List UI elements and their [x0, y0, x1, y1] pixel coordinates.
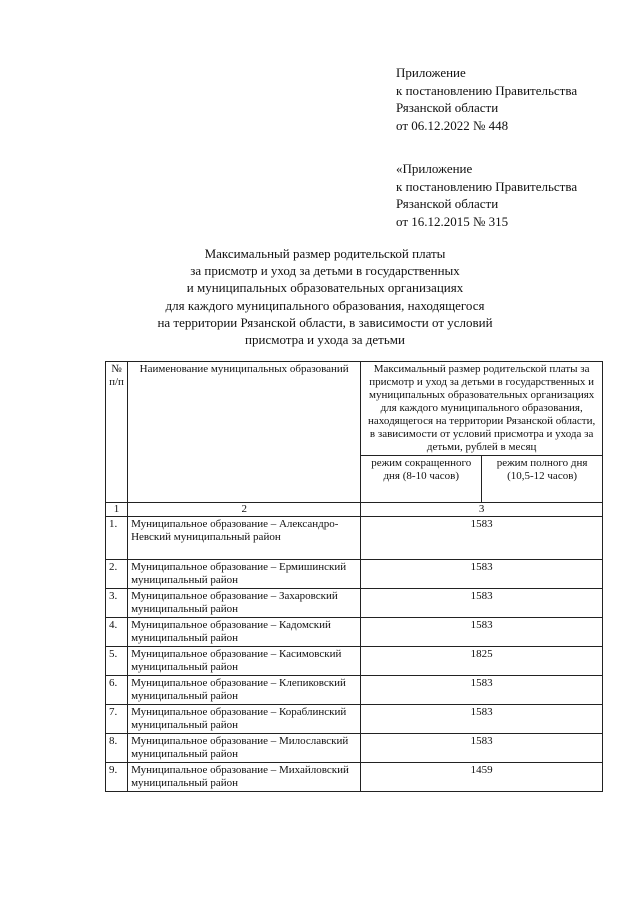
- table-row: [106, 618, 603, 647]
- table-row: [106, 560, 603, 589]
- fee-value: 1583: [361, 734, 603, 763]
- row-number: 8.: [106, 734, 128, 763]
- appendix-resolution-ref: к постановлению Правительства: [396, 82, 578, 98]
- table-row: [106, 589, 603, 618]
- table-row: [106, 763, 603, 792]
- header-municipality: Наименование муниципальных образований: [128, 362, 361, 503]
- title-line: Максимальный размер родительской платы: [204, 246, 446, 261]
- fee-value: 1583: [361, 560, 603, 589]
- title-line: на территории Рязанской области, в зависимости от условий: [157, 314, 493, 330]
- municipality-name: Муниципальное образование – Александро-Невский муниципальный район: [128, 517, 361, 560]
- header-number: № п/п: [106, 362, 128, 503]
- municipality-name: Муниципальное образование – Захаровский муниципальный район: [128, 589, 361, 618]
- title-line: для каждого муниципального образования, находящегося: [165, 297, 485, 313]
- municipality-name: Муниципальное образование – Клепиковский муниципальный район: [128, 676, 361, 705]
- appendix-region: Рязанской области: [396, 100, 499, 115]
- appendix-resolution-ref: к постановлению Правительства: [396, 178, 578, 194]
- row-number: 7.: [106, 705, 128, 734]
- column-index: 3: [361, 503, 603, 517]
- municipality-name: Муниципальное образование – Ермишинский муниципальный район: [128, 560, 361, 589]
- row-number: 3.: [106, 589, 128, 618]
- column-index: 2: [128, 503, 361, 517]
- fee-table: [105, 361, 603, 792]
- appendix-region: Рязанской области: [396, 196, 499, 211]
- table-row: [106, 734, 603, 763]
- title-line: присмотра и ухода за детьми: [245, 332, 405, 348]
- fee-value: 1825: [361, 647, 603, 676]
- appendix-date-number: от 06.12.2022 № 448: [396, 117, 509, 133]
- appendix-header-current: [396, 64, 577, 134]
- row-number: 9.: [106, 763, 128, 792]
- title-line: за присмотр и уход за детьми в государственных: [190, 263, 460, 279]
- municipality-name: Муниципальное образование – Кадомский муниципальный район: [128, 618, 361, 647]
- fee-value: 1459: [361, 763, 603, 792]
- appendix-label: Приложение: [396, 65, 466, 80]
- table-row: [106, 517, 603, 560]
- row-number: 2.: [106, 560, 128, 589]
- fee-value: 1583: [361, 517, 603, 560]
- row-number: 6.: [106, 676, 128, 705]
- municipality-name: Муниципальное образование – Касимовский муниципальный район: [128, 647, 361, 676]
- table-row: [106, 676, 603, 705]
- appendix-date-number: от 16.12.2015 № 315: [396, 213, 509, 229]
- municipality-name: Муниципальное образование – Михайловский муниципальный район: [128, 763, 361, 792]
- municipality-name: Муниципальное образование – Кораблинский муниципальный район: [128, 705, 361, 734]
- row-number: 4.: [106, 618, 128, 647]
- header-short-day: режим сокращенного дня (8-10 часов): [361, 456, 482, 503]
- table-row: [106, 705, 603, 734]
- fee-value: 1583: [361, 589, 603, 618]
- row-number: 5.: [106, 647, 128, 676]
- fee-value: 1583: [361, 705, 603, 734]
- header-max-fee: Максимальный размер родительской платы за присмотр и уход за детьми в государственных и муниципальных образовательных организациях для каждого муниципального образования, находящегося на территории Рязанской области, в зависимости от условий присмотра и ухода за детьми, рублей в месяц: [361, 362, 603, 456]
- document-title: [100, 245, 550, 348]
- table-row: [106, 647, 603, 676]
- title-line: и муниципальных образовательных организациях: [186, 280, 464, 296]
- fee-value: 1583: [361, 618, 603, 647]
- municipality-name: Муниципальное образование – Милославский муниципальный район: [128, 734, 361, 763]
- appendix-header-amended: [396, 160, 577, 230]
- row-number: 1.: [106, 517, 128, 560]
- column-index: 1: [106, 503, 128, 517]
- appendix-label: «Приложение: [396, 161, 473, 176]
- header-full-day: режим полного дня (10,5-12 часов): [482, 456, 603, 503]
- fee-value: 1583: [361, 676, 603, 705]
